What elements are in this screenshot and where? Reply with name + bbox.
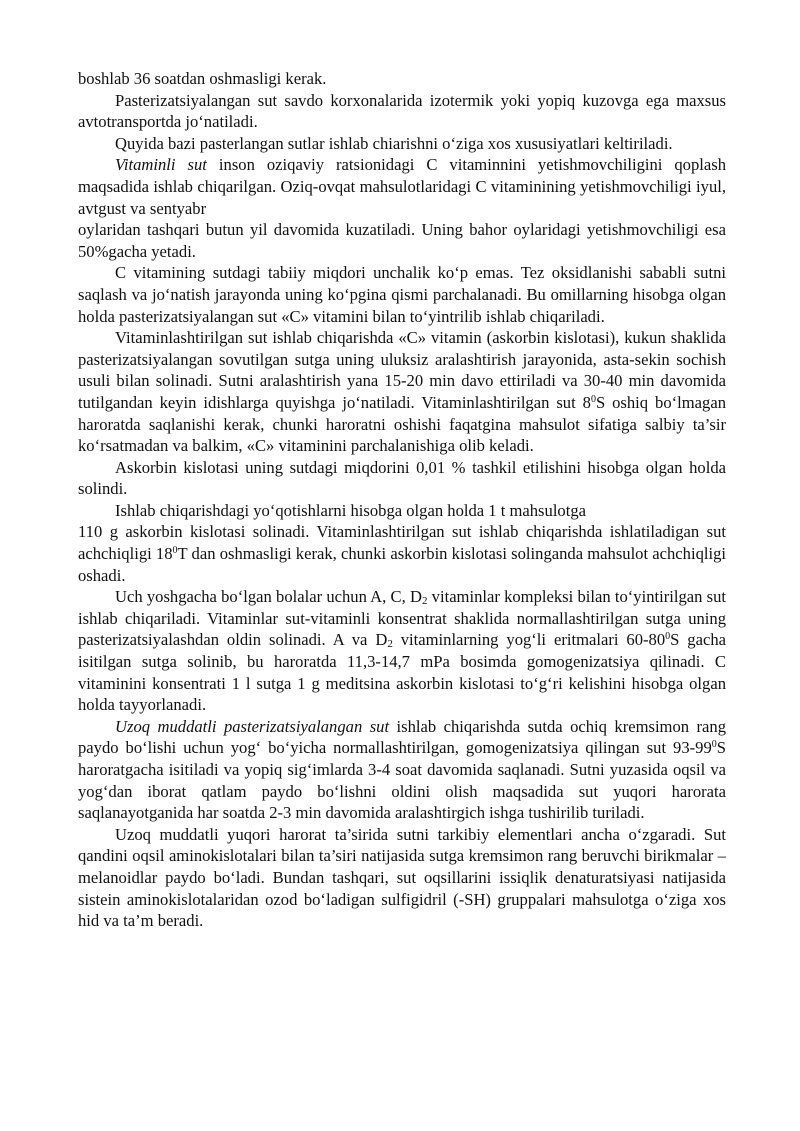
paragraph-12-text-b: S haroratgacha isitiladi va yopiq sig‘imlarda 3-4 soat davomida saqlanadi. Sutni yuzasida oqsil va yog‘dan iborat qatlam paydo bo‘lishni oldini olish maqsadida sut yuqori harorata saqlanayotganida har soatda 2-3 min davomida aralashtirgich ishga tushirilib turiladi.	[78, 738, 726, 823]
subscript-2: 2	[421, 595, 428, 608]
paragraph-7-text-b: S oshiq bo‘lmagan haroratda saqlanishi kerak, chunki haroratni oshishi faqatgina mahsulot sifatiga salbiy ta’sir ko‘rsatmadan va balkim, «C» vitaminini parchalanishiga olib keladi.	[78, 392, 726, 456]
term-uzoq-muddatli: Uzoq muddatli pasterizatsiyalangan sut	[115, 716, 390, 736]
paragraph-4	[78, 154, 726, 219]
paragraph-3: Quyida bazi pasterlangan sutlar ishlab chiarishni o‘ziga xos xususiyatlari keltiriladi.	[115, 133, 673, 153]
degree-superscript: 0	[711, 739, 717, 751]
paragraph-11-text-b: vitaminlar kompleksi bilan to‘yintirilgan sut ishlab chiqariladi. Vitaminlar sut-vitaminli konsentrat shaklida normallashtirilgan sutga uning pasterizatsiyalashdan oldin solinadi. A va D	[78, 587, 726, 650]
paragraph-7-text-a: Vitaminlashtirilgan sut ishlab chiqarishda «C» vitamin (askorbin kislotasi), kukun shaklida pasterizatsiyalangan sovutilgan sutga uning uluksiz aralashtirish jarayonida, asta-sekin sochish usuli bilan solinadi. Sutni aralashtirish yana 15-20 min davo ettiriladi va 30-40 min davomida tutilgandan keyin idishlarga quyishga jo‘natiladi. Vitaminlashtirilgan sut 8	[78, 328, 726, 412]
paragraph-5: oylaridan tashqari butun yil davomida kuzatiladi. Uning bahor oylaridagi yetishmovchiligi esa 50%gacha yetadi.	[78, 220, 726, 261]
paragraph-13: Uzoq muddatli yuqori harorat ta’sirida sutni tarkibiy elementlari ancha o‘zgaradi. Sut qandini oqsil aminokislotalari bilan ta’siri natijasida sutga kremsimon rang beruvchi birikmalar – melanoidlar paydo bo‘ladi. Bundan tashqari, sut oqsillarini issiqlik denaturatsiyasi natijasida sistein aminokislotalaridan ozod bo‘ladigan sulfigidril (-SH) gruppalari mahsulotga o‘ziga xos hid va ta’m beradi.	[78, 824, 726, 931]
subscript-2: 2	[387, 638, 393, 651]
paragraph-1: boshlab 36 soatdan oshmasligi kerak.	[78, 69, 327, 88]
paragraph-8: Askorbin kislotasi uning sutdagi miqdorini 0,01 % tashkil etilishini hisobga olgan holda solindi.	[78, 457, 726, 499]
paragraph-11-text-d: S gacha isitilgan sutga solinib, bu haroratda 11,3-14,7 mPa bosimda gomogenizatsiya qilinadi. C vitaminini konsentrati 1 l sutga 1 g meditsina askorbin kislotasi to‘g‘ri kelishini hisobga olgan holda tayyorlanadi.	[78, 630, 727, 715]
degree-superscript: 0	[172, 545, 178, 557]
degree-superscript: 0	[665, 631, 671, 643]
paragraph-4-text: inson oziqaviy ratsionidagi C vitaminnini yetishmovchiligini qoplash maqsadida ishlab chiqarilgan. Oziq-ovqat mahsulotlaridagi C vitaminining yetishmovchiligi iyul, avtgust va sentyabr	[78, 155, 727, 218]
paragraph-12-text-a: ishlab chiqarishda sutda ochiq kremsimon rang paydo bo‘lishi uchun yog‘ bo‘yicha normallashtirilgan, gomogenizatsiya qilingan sut 93-99	[78, 716, 726, 758]
paragraph-9: Ishlab chiqarishdagi yo‘qotishlarni hisobga olgan holda 1 t mahsulotga	[115, 500, 586, 520]
paragraph-11-text-c: vitaminlarning yog‘li eritmalari 60-80	[392, 630, 666, 650]
paragraph-10	[78, 521, 726, 586]
paragraph-11	[78, 586, 726, 716]
document-page	[78, 68, 726, 932]
paragraph-6: C vitamining sutdagi tabiiy miqdori unchalik ko‘p emas. Tez oksidlanishi sababli sutni saqlash va jo‘natish jarayonda uning ko‘pgina qismi parchalanadi. Bu omillarning hisobga olgan holda pasterizatsiyalangan sut «C» vitamini bilan to‘yintrilib ishlab chiqariladi.	[78, 263, 726, 326]
paragraph-10-text-b: T dan oshmasligi kerak, chunki askorbin kislotasi solinganda mahsulot achchiqligi oshadi.	[78, 544, 727, 585]
degree-superscript: 0	[590, 393, 596, 405]
paragraph-2: Pasterizatsiyalangan sut savdo korxonalarida izotermik yoki yopiq kuzovga ega maxsus avtotransportda jo‘natiladi.	[78, 90, 726, 132]
term-vitaminli-sut: Vitaminli sut	[115, 155, 207, 175]
paragraph-7	[78, 327, 726, 457]
paragraph-12	[78, 716, 726, 824]
paragraph-11-text-a: Uch yoshgacha bo‘lgan bolalar uchun A, C, D	[115, 587, 422, 607]
paragraph-10-text-a: 110 g askorbin kislotasi solinadi. Vitaminlashtirilgan sut ishlab chiqarishda ishlatiladigan sut achchiqligi 18	[78, 522, 726, 564]
